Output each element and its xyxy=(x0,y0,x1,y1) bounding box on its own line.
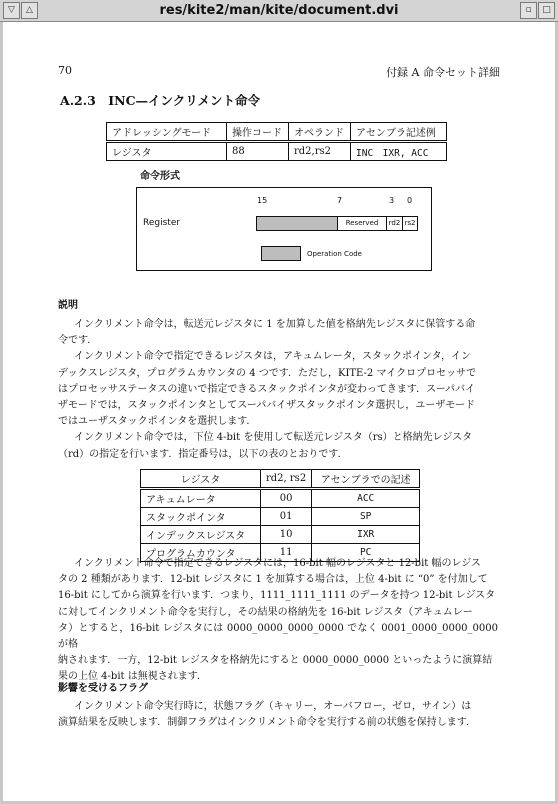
table-cell: IXR xyxy=(312,526,420,544)
table-cell: レジスタ xyxy=(107,142,227,161)
chapter-header: 付録 A 命令セット詳細 xyxy=(386,66,500,79)
table-header-row xyxy=(107,123,447,142)
opcode-cell xyxy=(256,216,338,231)
text-line: 納されます．一方，12-bit レジスタを格納先にすると 0000_0000_0000 といったように演算結 xyxy=(58,655,493,667)
text-line: インクリメント命令で指定できるレジスタには，16-bit 幅のレジスタと 12-bit 幅のレジス xyxy=(74,558,481,569)
text-line: インクリメント命令実行時に，状態フラグ（キャリー，オーバフロー，ゼロ，サイン）は xyxy=(74,701,472,712)
table-cell: INC IXR, ACC xyxy=(351,142,447,161)
table-header-cell: アドレッシングモード xyxy=(107,123,227,142)
page-number: 70 xyxy=(58,64,72,77)
table-cell: 01 xyxy=(261,508,312,526)
text-line: 演算結果を反映します．制御フラグはインクリメント命令を実行する前の状態を保持します． xyxy=(58,717,476,729)
window-menu-button[interactable]: ▽ xyxy=(3,2,20,19)
legend-swatch xyxy=(261,246,301,261)
description-paragraph xyxy=(58,317,498,463)
text-line: デックスレジスタ，プログラムカウンタの 4 つです．ただし，KITE-2 マイクロプロセッサで xyxy=(58,367,477,379)
window-maximize-button[interactable]: □ xyxy=(538,2,555,19)
section-title: A.2.3 INC—インクリメント命令 xyxy=(60,93,261,108)
text-line: 果の上位 4-bit は無視されます． xyxy=(58,671,207,683)
text-line: はプロセッサステータスの違いで指定できるスタックポインタが変わってきます．スーパバイ xyxy=(58,383,476,395)
table-header-cell: 操作コード xyxy=(227,123,289,142)
text-line: 16-bit にしてから演算を行います．つまり，1111_1111_1111 のデータを持つ 12-bit レジスタ xyxy=(58,590,496,602)
table-cell: SP xyxy=(312,508,420,526)
bit-label: 15 xyxy=(257,196,268,205)
table-cell: インデックスレジスタ xyxy=(141,526,261,544)
table-cell: スタックポインタ xyxy=(141,508,261,526)
window-iconify-button[interactable]: ▫ xyxy=(520,2,537,19)
text-line: インクリメント命令は，転送元レジスタに 1 を加算した値を格納先レジスタに保管する命 xyxy=(74,319,476,330)
table-cell: 10 xyxy=(261,526,312,544)
table-row xyxy=(107,142,447,161)
text-line: インクリメント命令で指定できるレジスタは，アキュムレータ，スタックポインタ，イン xyxy=(74,351,472,363)
table-header-cell: オペランド xyxy=(289,123,351,142)
table-cell: 00 xyxy=(261,489,312,508)
flags-heading: 影響を受けるフラグ xyxy=(58,683,148,694)
table-row xyxy=(141,489,420,508)
table-header-cell: アセンブラでの記述 xyxy=(312,470,420,489)
text-line: 令です． xyxy=(58,335,98,347)
bit-width-paragraph xyxy=(58,556,498,686)
text-line: インクリメント命令では，下位 4-bit を使用して転送元レジスタ（rs）と格納先レジスタ xyxy=(74,432,473,444)
table-cell: アキュムレータ xyxy=(141,489,261,508)
window-title: res/kite2/man/kite/document.dvi xyxy=(159,3,399,18)
bit-label: 3 xyxy=(389,196,395,205)
table-row xyxy=(141,526,420,544)
table-header-row xyxy=(141,470,420,489)
text-line: タ）とすると，16-bit レジスタには 0000_0000_0000_0000 でなく 0001_0000_0000_0000 が格 xyxy=(58,622,498,651)
text-line: タの 2 種類があります．12-bit レジスタに 1 を加算する場合は，上位 4-bit に “0” を付加して xyxy=(58,574,488,586)
addressing-table xyxy=(106,122,447,161)
table-header-cell: レジスタ xyxy=(141,470,261,489)
window-frame-left[interactable] xyxy=(0,22,3,804)
text-line: （rd）の指定を行います．指定番号は，以下の表のとおりです． xyxy=(58,448,348,460)
text-line: に対してインクリメント命令を実行し，その結果の格納先を 16-bit レジスタ（アキュムレー xyxy=(58,606,473,618)
text-line: ザモードでは，スタックポインタとしてスーパバイザスタックポインタ選択し，ユーザモード xyxy=(58,400,475,412)
instruction-format-diagram xyxy=(136,187,432,271)
table-cell: PC xyxy=(312,544,420,562)
table-cell: ACC xyxy=(312,489,420,508)
window-lower-button[interactable]: △ xyxy=(21,2,38,19)
bit-label: 0 xyxy=(407,196,413,205)
rd2-cell: rd2 xyxy=(386,216,403,231)
reserved-cell: Reserved xyxy=(337,216,387,231)
window-titlebar[interactable] xyxy=(0,0,558,22)
table-cell: 11 xyxy=(261,544,312,562)
table-cell: rd2,rs2 xyxy=(289,142,351,161)
register-label: Register xyxy=(143,218,181,228)
description-heading: 説明 xyxy=(58,300,78,311)
table-header-cell: rd2, rs2 xyxy=(261,470,312,489)
legend-label: Operation Code xyxy=(307,250,362,258)
table-header-cell: アセンブラ記述例 xyxy=(351,123,447,142)
bit-label: 7 xyxy=(337,196,343,205)
table-row xyxy=(141,508,420,526)
flags-paragraph xyxy=(58,699,498,731)
table-cell: 88 xyxy=(227,142,289,161)
text-line: ではユーザスタックポインタを選択します． xyxy=(58,416,257,428)
rs2-cell: rs2 xyxy=(402,216,418,231)
table-cell: プログラムカウンタ xyxy=(141,544,261,562)
format-heading: 命令形式 xyxy=(140,171,180,182)
register-table xyxy=(140,469,420,562)
